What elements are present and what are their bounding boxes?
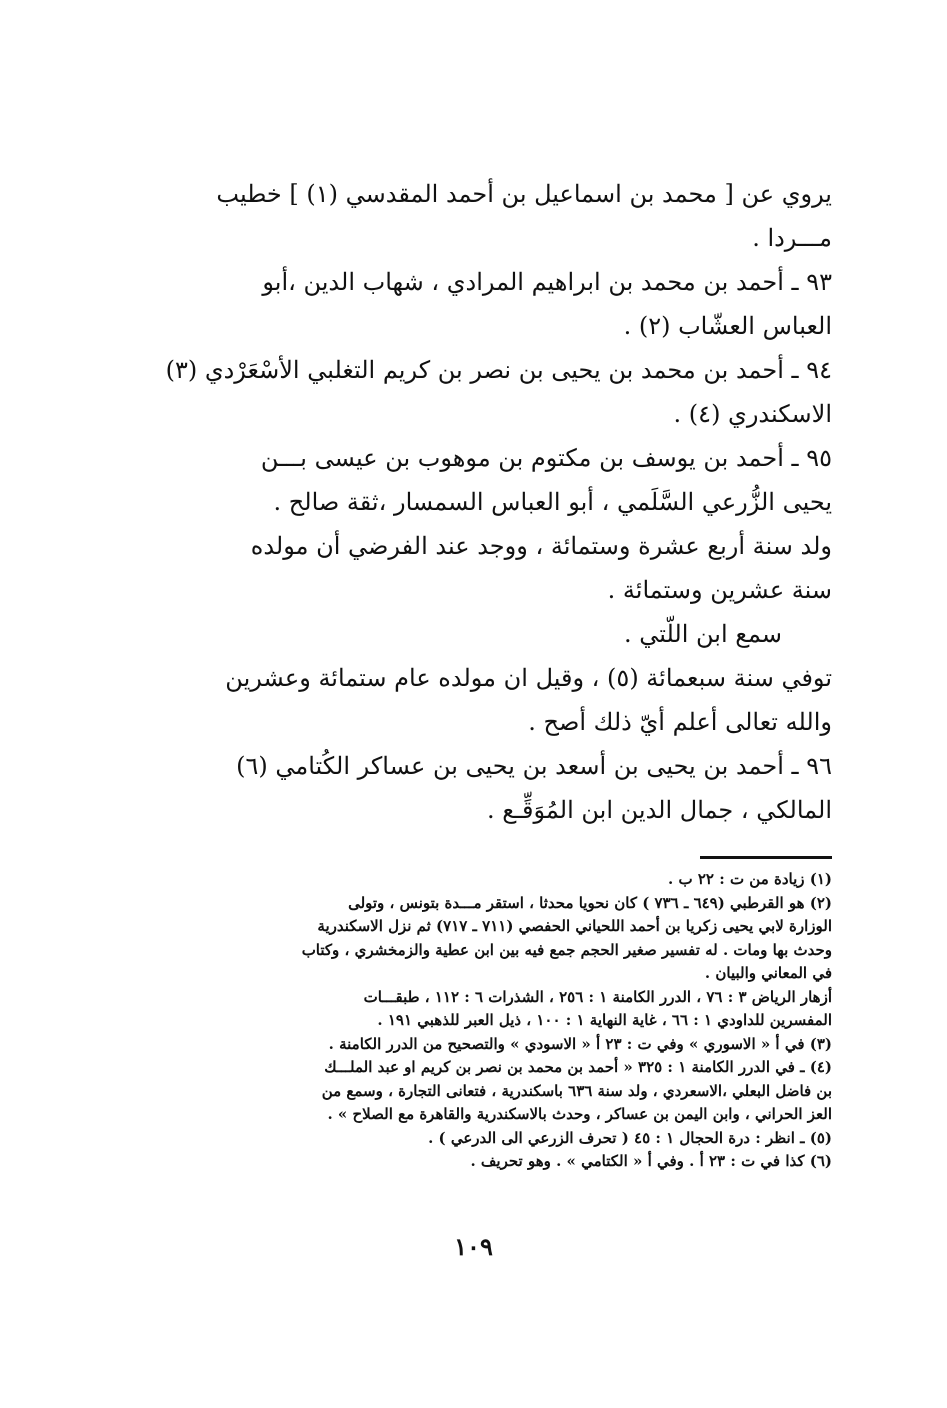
footnote-4: (٤) ـ في الدرر الكامنة ١ : ٣٢٥ « أحمد بن محمد بن نصر بن كريم او عبد الملـــك [324, 1058, 832, 1076]
main-text-line: توفي سنة سبعمائة (٥) ، وقيل ان مولده عام ستمائة وعشرين [225, 664, 832, 692]
main-text-line: يروي عن [ محمد بن اسماعيل بن أحمد المقدسي (١) ] خطيب [216, 180, 832, 208]
main-text-line: يحيى الزُّرعي السَّلَمي ، أبو العباس السمسار ،ثقة صالح . [273, 488, 832, 516]
main-text-line: الاسكندري (٤) . [673, 400, 832, 428]
footnote-6: (٦) كذا في ت : ٢٣ أ . وفي أ « الكتامي » . وهو تحريف . [470, 1152, 832, 1170]
footnote-5: (٥) ـ انظر : درة الحجال ١ : ٤٥ ( تحرف الزرعي الى الدرعي ) . [428, 1128, 832, 1147]
main-text-line: العباس العشّاب (٢) . [623, 312, 832, 340]
footnote-divider [700, 856, 832, 859]
footnotes [160, 868, 832, 1174]
page-number: ١٠٩ [454, 1232, 493, 1261]
main-text-line: سنة عشرين وستمائة . [607, 576, 832, 604]
footnote-2: (٢) هو القرطبي (٦٤٩ ـ ٧٣٦ ) كان نحويا محدثا ، استقر مـــدة بتونس ، وتولى [348, 893, 832, 912]
footnote-line: أزهار الرياض ٣ : ٧٦ ، الدرر الكامنة ١ : ٢٥٦ ، الشذرات ٦ : ١١٢ ، طبقـــات [363, 987, 832, 1006]
footnote-line: المفسرين للداودي ١ : ٦٦ ، غاية النهاية ١ : ١٠٠ ، ذيل العبر للذهبي ١٩١ . [377, 1011, 832, 1029]
main-text-line: ولد سنة أربع عشرة وستمائة ، ووجد عند الفرضي أن مولده [250, 532, 832, 560]
footnote-1: (١) زيادة من ت : ٢٢ ب . [668, 870, 832, 888]
main-text-line: مـــردا . [752, 224, 832, 252]
footnote-line: العز الحراني ، وابن اليمن بن عساكر ، وحدث بالاسكندرية والقاهرة مع الصلاح » . [327, 1105, 832, 1123]
main-text-line: سمع ابن اللّتي . [623, 620, 782, 648]
footnote-line: بن فاضل البعلي ،الاسعردي ، ولد سنة ٦٣٦ باسكندرية ، فتعانى التجارة ، وسمع من [321, 1081, 832, 1100]
main-text-line: المالكي ، جمال الدين ابن المُوَقِّـع . [486, 796, 832, 824]
footnote-line: الوزارة لابي يحيى زكريا بن أحمد اللحياني الحفصي (٧١١ ـ ٧١٧) ثم نزل الاسكندرية [317, 917, 832, 935]
main-text [165, 172, 832, 832]
entry-96-heading: ٩٦ ـ أحمد بن يحيى بن أسعد بن يحيى بن عساكر الكُتامي (٦) [236, 752, 832, 780]
entry-93-heading: ٩٣ ـ أحمد بن محمد بن ابراهيم المرادي ، شهاب الدين ،أبو [262, 268, 832, 296]
entry-95-heading: ٩٥ ـ أحمد بن يوسف بن مكتوم بن موهوب بن عيسى بـــن [260, 444, 832, 472]
footnote-line: في المعاني والبيان . [704, 964, 832, 982]
footnote-line: وحدث بها ومات . له تفسير صغير الحجم جمع فيه بين ابن عطية والزمخشري ، وكتاب [301, 940, 832, 959]
entry-94-heading: ٩٤ ـ أحمد بن محمد بن يحيى بن نصر بن كريم التغلبي الأسْعَرْدي (٣) [165, 356, 832, 384]
main-text-line: والله تعالى أعلم أيّ ذلك أصح . [528, 708, 832, 736]
footnote-3: (٣) في أ « الاسوري » وفي ت : ٢٣ أ « الاسودي » والتصحيح من الدرر الكامنة . [328, 1034, 832, 1053]
